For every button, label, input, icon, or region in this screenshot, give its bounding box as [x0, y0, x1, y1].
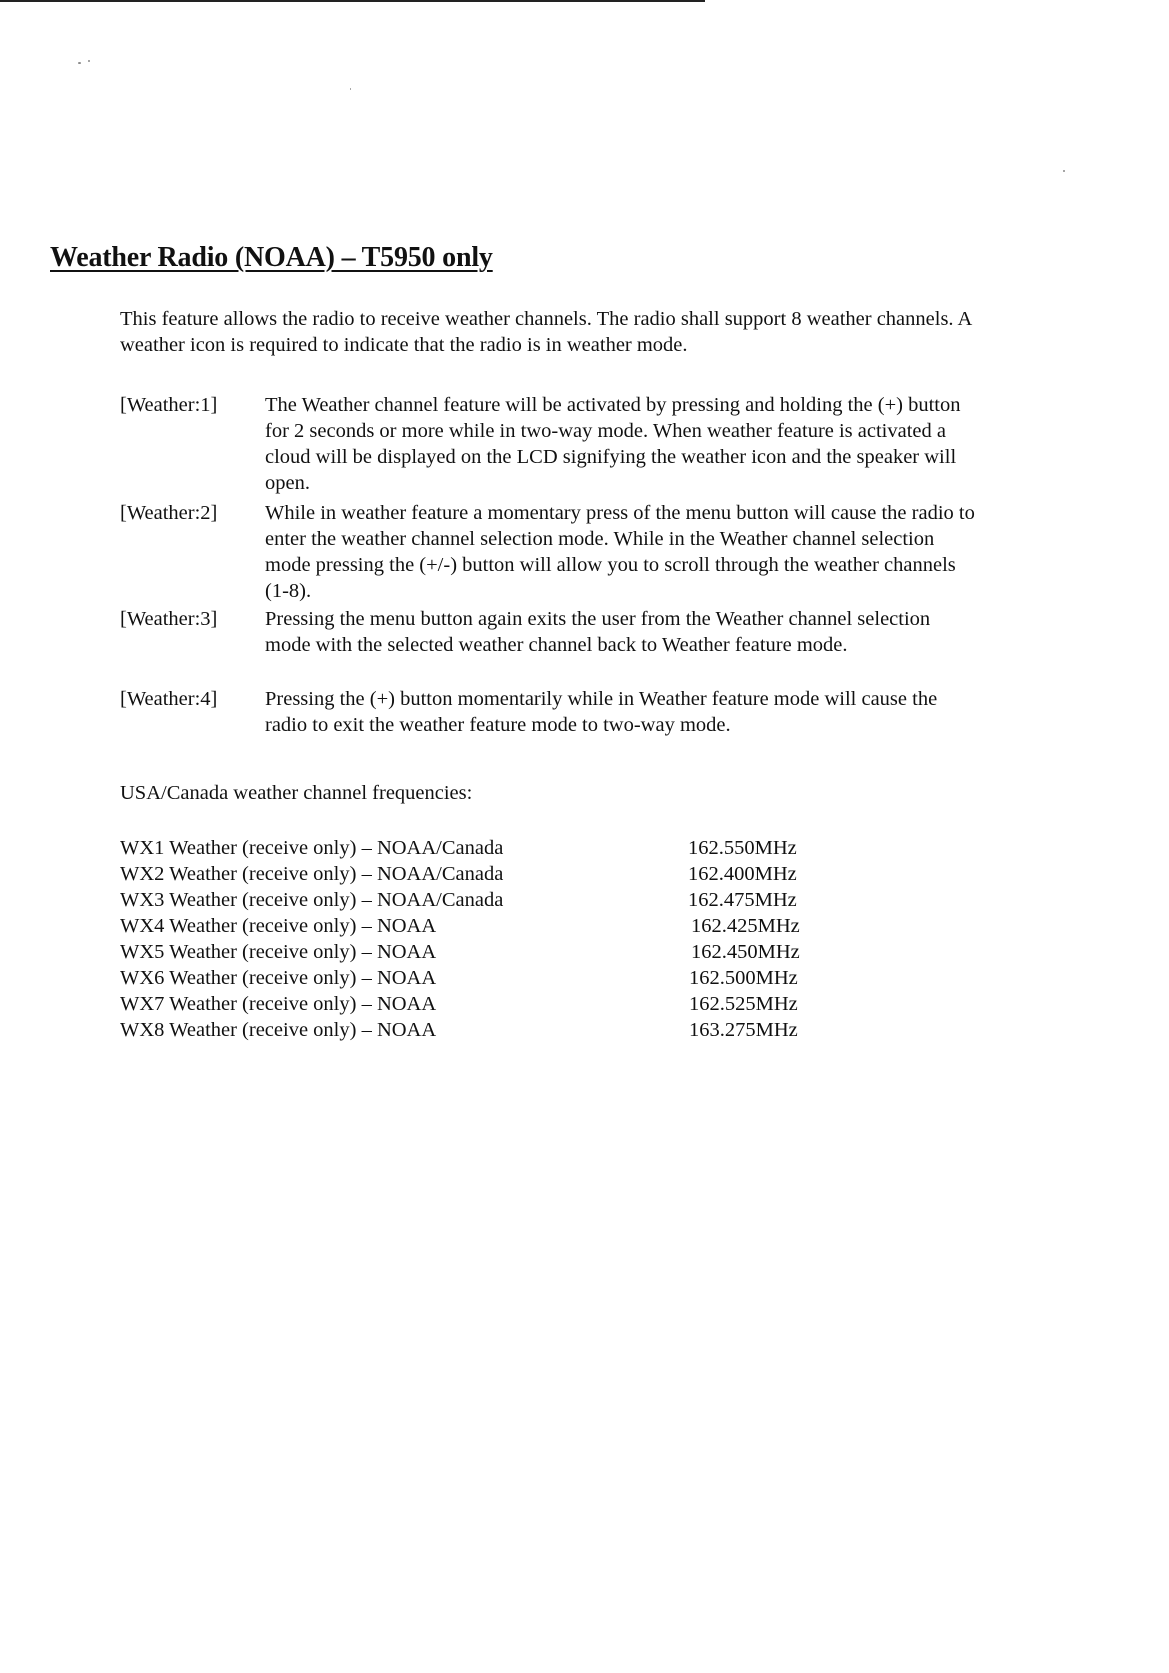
channel-name: WX2 Weather (receive only) – NOAA/Canada — [120, 863, 504, 885]
frequency-row-wx2 — [120, 861, 840, 887]
frequency-row-wx1 — [120, 835, 840, 861]
channel-name: WX1 Weather (receive only) – NOAA/Canada — [120, 837, 504, 859]
channel-name: WX7 Weather (receive only) – NOAA — [120, 993, 437, 1015]
top-scan-border — [0, 0, 705, 2]
channel-frequency: 162.550MHz — [688, 837, 797, 859]
requirement-text: The Weather channel feature will be activated by pressing and holding the (+) button for 2 seconds or more while in two-way mode. When weather feature is activated a cloud will be displayed on the LCD signifying the weather icon and the speaker will open. — [265, 394, 961, 494]
scan-speck — [88, 60, 90, 62]
scan-speck — [78, 62, 81, 64]
channel-name: WX8 Weather (receive only) – NOAA — [120, 1019, 437, 1041]
channel-frequency: 162.400MHz — [688, 863, 797, 885]
channel-frequency: 162.500MHz — [689, 967, 798, 989]
frequency-list — [120, 835, 840, 1043]
intro-paragraph: This feature allows the radio to receive weather channels. The radio shall support 8 weather channels. A weather icon is required to indicate that the radio is in weather mode. — [120, 308, 972, 356]
requirement-text: Pressing the menu button again exits the user from the Weather channel selection mode with the selected weather channel back to Weather feature mode. — [265, 608, 931, 656]
page-title: Weather Radio (NOAA) – T5950 only — [50, 242, 493, 273]
requirement-text: While in weather feature a momentary press of the menu button will cause the radio to enter the weather channel selection mode. While in the Weather channel selection mode pressing the (+/-) button will allow you to scroll through the weather channels (1-8). — [265, 502, 975, 602]
requirement-tag: [Weather:1] — [120, 394, 218, 416]
scan-speck — [350, 88, 351, 90]
channel-name: WX3 Weather (receive only) – NOAA/Canada — [120, 889, 504, 911]
frequency-row-wx4 — [120, 913, 840, 939]
channel-frequency: 162.525MHz — [689, 993, 798, 1015]
frequency-row-wx3 — [120, 887, 840, 913]
requirement-text: Pressing the (+) button momentarily while in Weather feature mode will cause the radio to exit the weather feature mode to two-way mode. — [265, 688, 938, 736]
channel-frequency: 163.275MHz — [689, 1019, 798, 1041]
channel-frequency: 162.475MHz — [688, 889, 797, 911]
frequency-row-wx6 — [120, 965, 840, 991]
channel-name: WX4 Weather (receive only) – NOAA — [120, 915, 437, 937]
requirement-tag: [Weather:2] — [120, 502, 218, 524]
channel-name: WX5 Weather (receive only) – NOAA — [120, 941, 437, 963]
frequency-row-wx8 — [120, 1017, 840, 1043]
frequency-row-wx7 — [120, 991, 840, 1017]
frequency-row-wx5 — [120, 939, 840, 965]
frequencies-heading: USA/Canada weather channel frequencies: — [120, 782, 473, 804]
requirement-tag: [Weather:3] — [120, 608, 218, 630]
channel-frequency: 162.450MHz — [691, 941, 800, 963]
channel-frequency: 162.425MHz — [691, 915, 800, 937]
scan-speck — [1063, 170, 1065, 172]
requirement-tag: [Weather:4] — [120, 688, 218, 710]
channel-name: WX6 Weather (receive only) – NOAA — [120, 967, 437, 989]
